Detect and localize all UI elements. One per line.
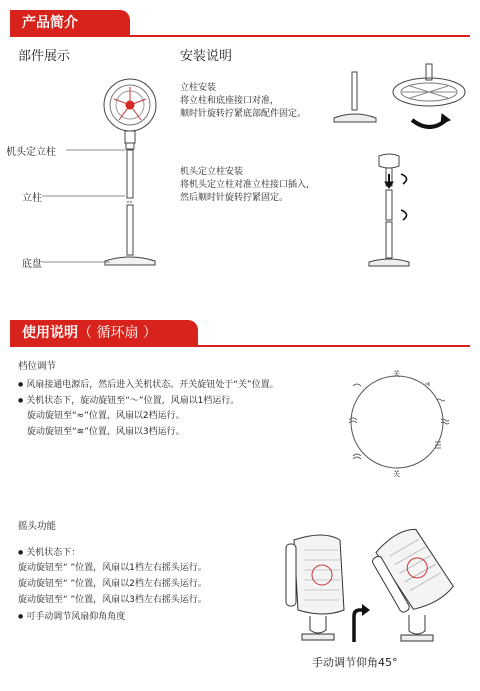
- step1-title: 立柱安装: [180, 83, 217, 93]
- swing-line3: 旋动旋钮至“ ”位置，风扇以2档左右摇头运行。: [18, 579, 207, 589]
- swing-heading: 摇头功能: [18, 521, 57, 532]
- section-subtitle: （ 循环扇 ）: [78, 325, 157, 341]
- tilt-arrow-icon: [348, 604, 372, 644]
- gear-heading: 档位调节: [18, 361, 57, 372]
- section-title-text: 使用说明: [22, 325, 78, 341]
- step2-line1: 将机头定立柱对准立柱接口插入，: [180, 180, 316, 190]
- gear-line4: 旋动旋钮至“≋”位置，风扇以3档运行。: [27, 427, 185, 437]
- label-post: 立柱: [22, 193, 42, 204]
- label-head-post: 机头定立柱: [6, 147, 56, 158]
- fan-head-tilted-illustration: [375, 523, 455, 645]
- step1-line2: 顺时针旋转拧紧底部配件固定。: [180, 109, 307, 119]
- speed-dial-diagram: [345, 360, 455, 480]
- tilt-caption: 手动调节仰角45°: [312, 656, 398, 669]
- install-heading: 安装说明: [180, 49, 233, 64]
- dial-label-off-top: 关: [393, 370, 400, 378]
- gear-line3: 旋动旋钮至“≈”位置，风扇以2档运行。: [27, 411, 185, 421]
- section-divider: [10, 345, 470, 347]
- step2-title: 机头定立柱安装: [180, 167, 244, 177]
- section-header-usage: [10, 320, 470, 347]
- swing-line2: 旋动旋钮至“ ”位置，风扇以1档左右摇头运行。: [18, 563, 207, 573]
- step1-base-underside-illustration: [390, 62, 470, 142]
- step2-line2: 然后顺时针旋转拧紧固定。: [180, 193, 289, 203]
- swing-line5: ● 可手动调节风扇仰角角度: [18, 610, 125, 624]
- step1-line1: 将立柱和底座接口对准，: [180, 96, 280, 106]
- step2-assembly-illustration: [365, 152, 425, 270]
- section-title: 产品简介: [10, 10, 130, 37]
- parts-heading: 部件展示: [18, 49, 71, 64]
- swing-line4: 旋动旋钮至“ ”位置，风扇以3档左右摇头运行。: [18, 595, 207, 605]
- gear-line2: ● 关机状态下，旋动旋钮至“～”位置，风扇以1档运行。: [18, 394, 239, 408]
- label-base: 底盘: [22, 259, 42, 270]
- section-title-usage: [10, 320, 198, 347]
- gear-line1: ● 风扇接通电源后，然后进入关机状态。开关旋钮处于“关”位置。: [18, 378, 279, 392]
- step1-post-illustration: [330, 70, 380, 130]
- swing-line1: ● 关机状态下：: [18, 546, 80, 560]
- fan-head-upright-illustration: [284, 530, 354, 645]
- dial-label-off-bottom: 关: [393, 470, 400, 478]
